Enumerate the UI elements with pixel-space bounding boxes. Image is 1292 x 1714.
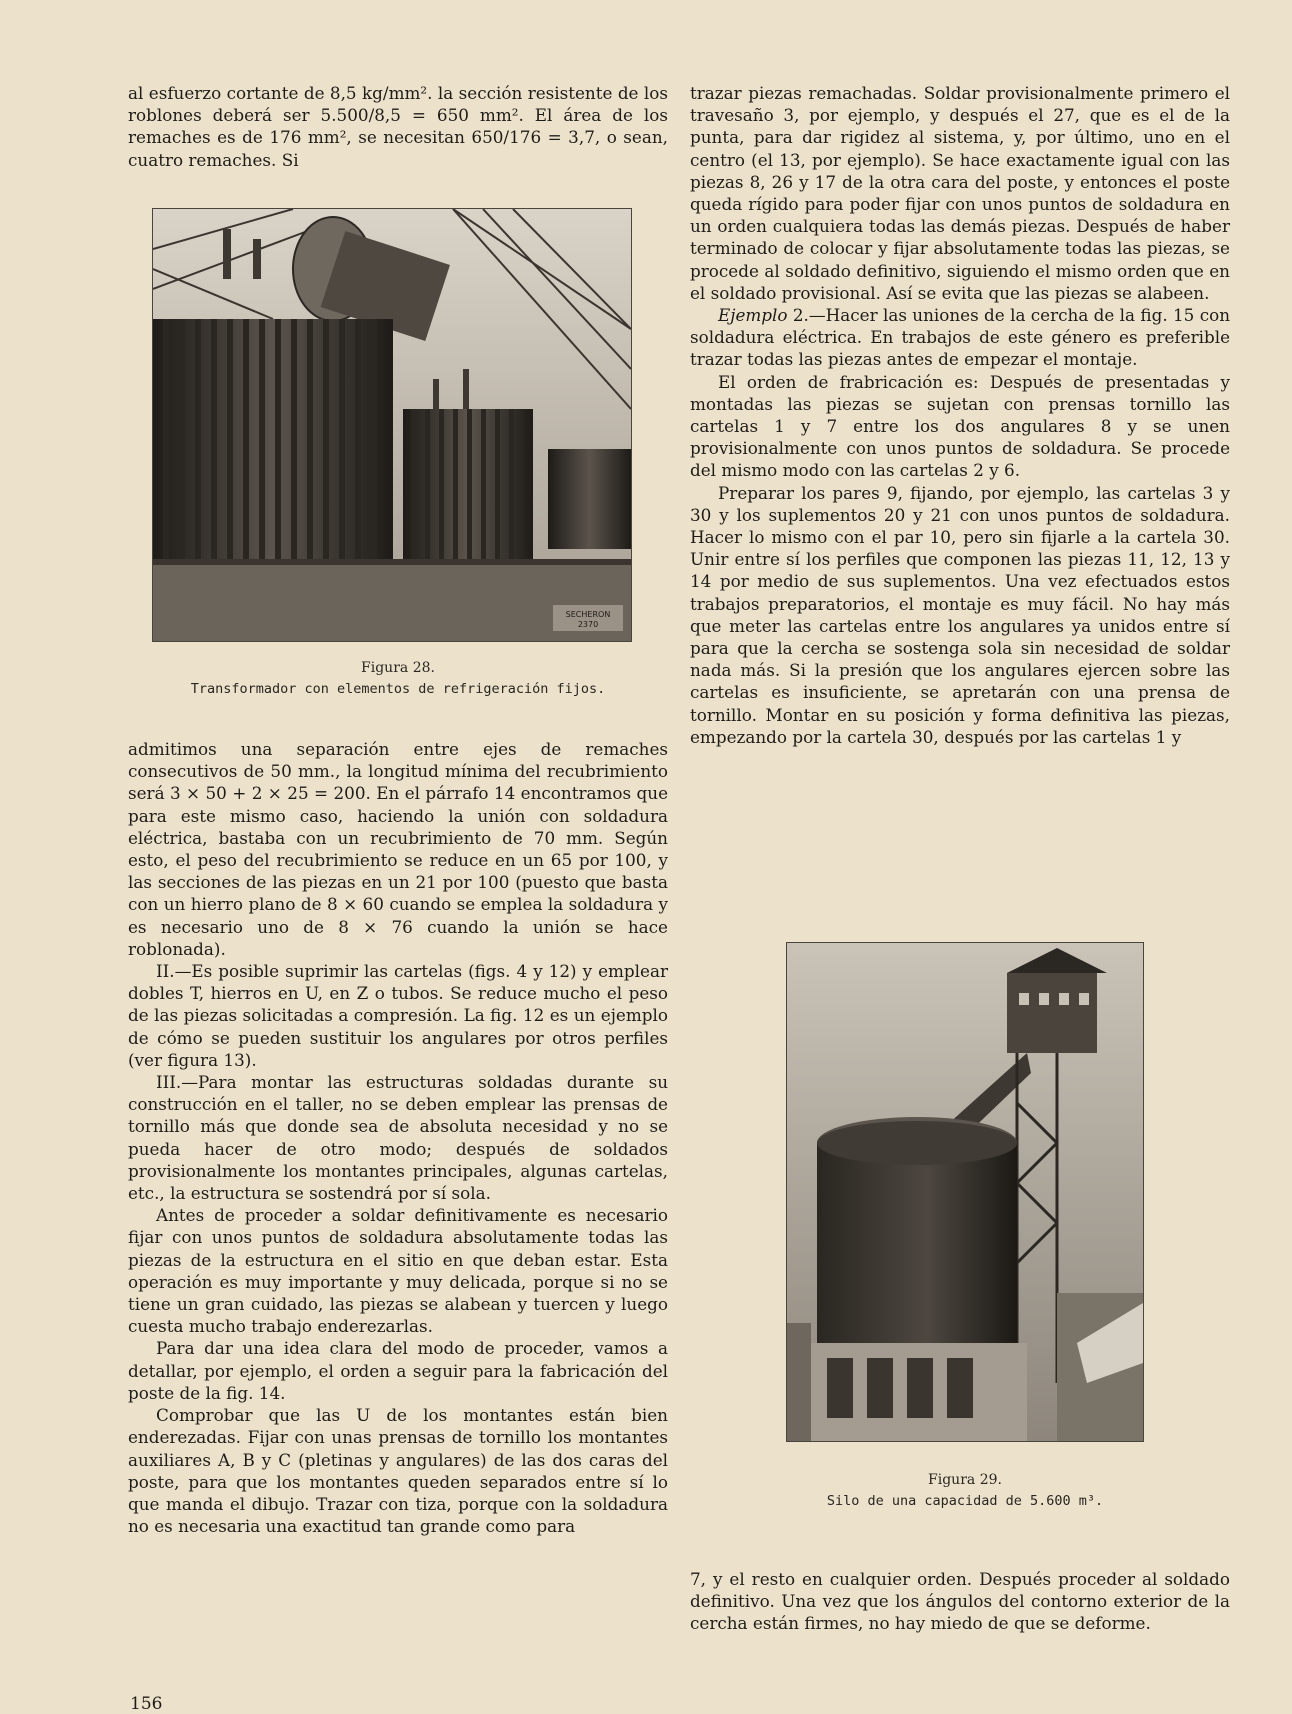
paragraph: admitimos una separación entre ejes de remaches consecutivos de 50 mm., la longitud mínima del recubrimiento será 3 × 50 + 2 × 25 = 200. En el párrafo 14 encontramos que para este mismo caso, haciendo la unión con soldadura eléctrica, bastaba con un recubrimiento de 70 mm. Según esto, el peso del recubrimiento se reduce en un 65 por 100, y las secciones de las piezas en un 21 por 100 (puesto que basta con un hierro plano de 8 × 60 cuando se emplea la soldadura y es necesario uno de 8 × 76 cuando la unión se hace roblonada). [128, 739, 668, 959]
ejemplo-text: 2.—Hacer las uniones de la cercha de la fig. 15 con soldadura eléctrica. En trabajos de este género es preferible trazar todas las piezas antes de empezar el montaje. [690, 305, 1230, 370]
paragraph: 7, y el resto en cualquier orden. Después proceder al soldado definitivo. Una vez que los ángulos del contorno exterior de la cercha están firmes, no hay miedo de que se deforme. [690, 1569, 1230, 1634]
silo-photo [787, 943, 1143, 1441]
figure-29-caption-text: Silo de una capacidad de 5.600 m³. [826, 1493, 1104, 1509]
ejemplo-label: Ejemplo [718, 305, 788, 326]
transformer-photo [153, 209, 631, 641]
figure-28-label: Figura 28. [361, 660, 435, 676]
paragraph: al esfuerzo cortante de 8,5 kg/mm². la sección resistente de los roblones deberá ser 5.500/8,5 = 650 mm². El área de los remaches es de 176 mm², se necesitan 650/176 = 3,7, o sean, cuatro remaches. Si [128, 83, 668, 170]
right-column-top [690, 82, 1230, 748]
paragraph: Comprobar que las U de los montantes están bien enderezadas. Fijar con unas prensas de tornillo los montantes auxiliares A, B y C (pletinas y angulares) de las dos caras del poste, para que los montantes queden separados entre sí lo que manda el dibujo. Trazar con tiza, porque con la soldadura no es necesaria una exactitud tan grande como para [128, 1405, 668, 1537]
left-column-top [128, 82, 668, 171]
figure-28-caption [128, 658, 668, 700]
paragraph: II.—Es posible suprimir las cartelas (figs. 4 y 12) y emplear dobles T, hierros en U, en Z o tubos. Se reduce mucho el peso de las piezas solicitadas a compresión. La fig. 12 es un ejemplo de cómo se pueden sustituir los angulares por otros perfiles (ver figura 13). [128, 961, 668, 1070]
paragraph: El orden de frabricación es: Después de presentadas y montadas las piezas se sujetan con prensas tornillo las cartelas 1 y 7 entre los dos angulares 8 y se unen provisionalmente con unos puntos de soldadura. Se procede del mismo modo con las cartelas 2 y 6. [690, 371, 1230, 481]
plate-text-1: SECHERON [565, 610, 611, 619]
page-number: 156 [130, 1694, 163, 1714]
paragraph: Antes de proceder a soldar definitivamente es necesario fijar con unos puntos de soldadura absolutamente todas las piezas de la estructura en el sitio en que deban estar. Esta operación es muy importante y muy delicada, porque si no se tiene un gran cuidado, las piezas se alabean y tuercen y luego cuesta mucho trabajo enderezarlas. [128, 1205, 668, 1337]
figure-29-image [786, 942, 1144, 1442]
left-column-main [128, 738, 668, 1537]
figure-29-caption [720, 1470, 1210, 1512]
right-column-bottom [690, 1568, 1230, 1635]
plate-text-2: 2370 [577, 620, 599, 629]
paragraph: Para dar una idea clara del modo de proceder, vamos a detallar, por ejemplo, el orden a seguir para la fabricación del poste de la fig. 14. [128, 1338, 668, 1403]
figure-28-caption-text: Transformador con elementos de refrigeración fijos. [190, 681, 606, 697]
paragraph: trazar piezas remachadas. Soldar provisionalmente primero el travesaño 3, por ejemplo, y después el 27, que es el de la punta, para dar rigidez al sistema, y, por último, uno en el centro (el 13, por ejemplo). Se hace exactamente igual con las piezas 8, 26 y 17 de la otra cara del poste, y entonces el poste queda rígido para poder fijar con unos puntos de soldadura en un orden cualquiera todas las demás piezas. Después de haber terminado de colocar y fijar absolutamente todas las piezas, se procede al soldado definitivo, siguiendo el mismo orden que en el soldado provisional. Así se evita que las piezas se alabeen. [690, 83, 1230, 303]
figure-29-label: Figura 29. [928, 1472, 1002, 1488]
figure-28-image [152, 208, 632, 642]
paragraph-ejemplo [690, 304, 1230, 371]
paragraph: III.—Para montar las estructuras soldadas durante su construcción en el taller, no se deben emplear las prensas de tornillo más que donde sea de absoluta necesidad y no se pueda hacer de otro modo; después de soldados provisionalmente los montantes principales, algunas cartelas, etc., la estructura se sostendrá por sí sola. [128, 1072, 668, 1204]
paragraph: Preparar los pares 9, fijando, por ejemplo, las cartelas 3 y 30 y los suplementos 20 y 21 con unos puntos de soldadura. Hacer lo mismo con el par 10, pero sin fijarle a la cartela 30. Unir entre sí los perfiles que componen las piezas 11, 12, 13 y 14 por medio de sus suplementos. Una vez efectuados estos trabajos preparatorios, el montaje es muy fácil. No hay más que meter las cartelas entre los angulares ya unidos entre sí para que la cercha se sostenga sola sin necesidad de soldar nada más. Si la presión que los angulares ejercen sobre las cartelas es insuficiente, se apretarán con una prensa de tornillo. Montar en su posición y forma definitiva las piezas, empezando por la cartela 30, después por las cartelas 1 y [690, 482, 1230, 747]
